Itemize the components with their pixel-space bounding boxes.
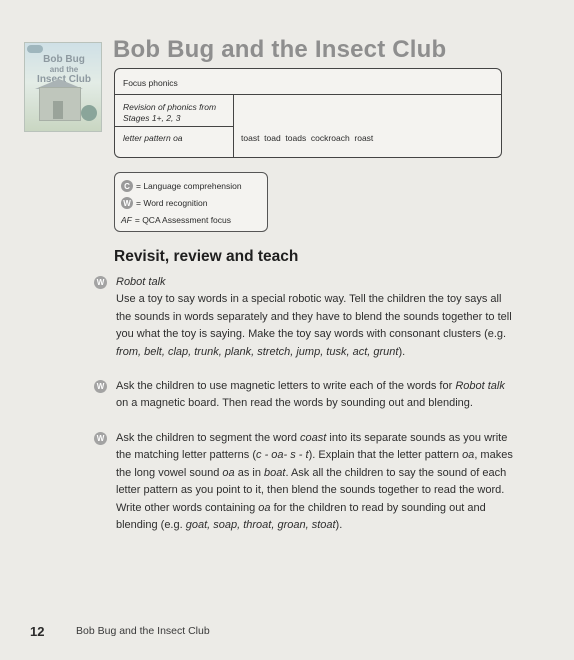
phonics-words: toast toad toads cockroach roast [241,133,374,143]
word-recognition-w-icon: W [94,380,107,393]
legend-item-word-recognition [121,197,207,209]
item-heading: Robot talk [116,276,166,288]
word-recognition-w-icon: W [94,432,107,445]
item-text [116,274,514,361]
page-title: Bob Bug and the Insect Club [113,36,447,63]
word-recognition-w-icon: W [94,276,107,289]
legend-item-assessment-focus [121,215,231,225]
item-text [116,430,514,534]
item-paragraph: Ask the children to segment the word coast into its separate sounds as you write the matching letter patterns (c - oa- s - t). Explain that the letter pattern oa, makes the long vowel sound oa as in boat. Ask all the children to say the sound of each letter pattern as you point to it, then blend the sounds together to read the word. Write other words containing oa for the children to read by sounding out and blending (e.g. goat, soap, throat, groan, stoat). [116,432,513,532]
series-logo-icon [27,45,43,53]
focus-phonics-table [114,68,502,158]
page-number: 12 [30,624,45,639]
table-row-divider [115,126,233,127]
word-recognition-w-icon: W [121,197,133,209]
table-column-divider [233,94,234,157]
book-cover-image [24,42,102,132]
legend-text: = QCA Assessment focus [134,215,232,225]
legend-box [114,172,268,232]
phonics-header-row [115,69,501,95]
legend-text: = Word recognition [136,198,208,208]
item-paragraph: Use a toy to say words in a special robotic way. Tell the children the toy says all the sounds in words separately and they have to blend the sounds together to tell you what the toy is saying. Make the toy say words with consonant clusters (e.g. from, belt, clap, trunk, plank, stretch, jump, tusk, act, grunt). [116,293,512,358]
comprehension-c-icon: C [121,180,133,192]
section-title: Revisit, review and teach [114,248,299,265]
item-text [116,378,514,413]
af-abbreviation: AF [121,215,132,225]
cover-badge-icon [81,105,97,121]
cover-door-shape [53,101,63,119]
phonics-header: Focus phonics [123,78,178,88]
item-paragraph: Ask the children to use magnetic letters to write each of the words for Robot talk on a magnetic board. Then read the words by sounding out and blending. [116,380,505,410]
letter-pattern-label: letter pattern oa [123,133,183,143]
revision-label: Revision of phonics from Stages 1+, 2, 3 [123,102,217,123]
legend-item-comprehension [121,180,242,192]
legend-text: = Language comprehension [136,181,242,191]
footer-book-title: Bob Bug and the Insect Club [76,625,210,637]
cover-title: Bob Bug and the Insect Club [37,54,91,85]
